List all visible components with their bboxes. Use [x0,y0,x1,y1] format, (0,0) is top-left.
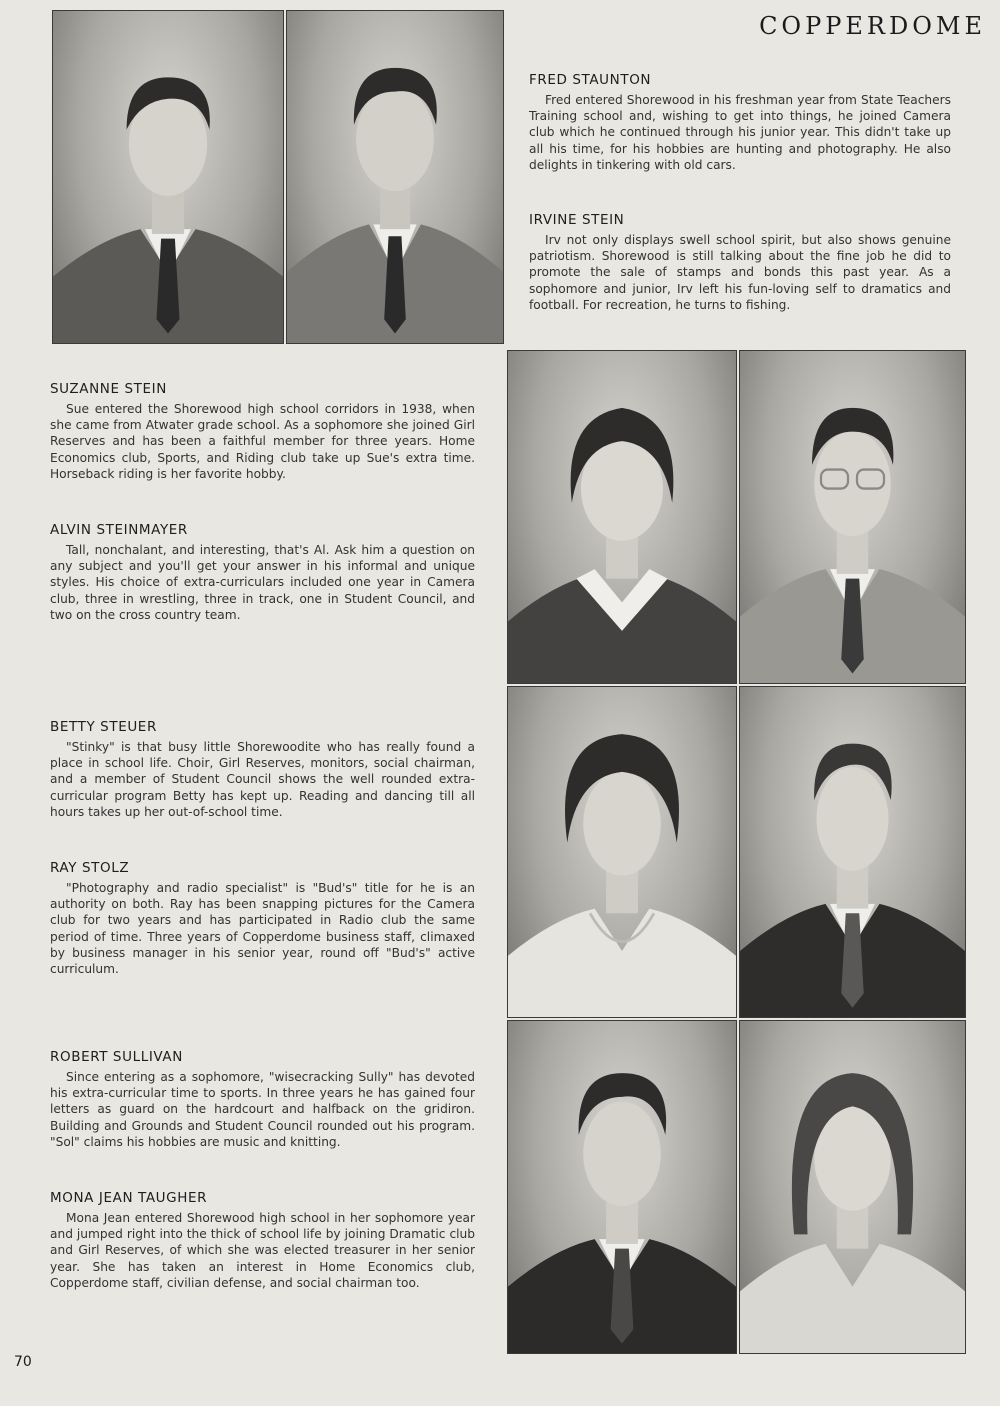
student-bio: Fred entered Shorewood in his freshman year from State Teachers Training school and, wishing to get into things, he joined Camera club which he continued through his junior year. This didn't take up all his time, for his hobbies are hunting and photography. He also delights in tinkering with old cars. [529,93,951,172]
student-name: FRED STAUNTON [529,72,652,88]
portrait-silhouette-icon [508,687,736,1017]
student-bio: "Stinky" is that busy little Shorewoodite who has really found a place in school life. Choir, Girl Reserves, monitors, social chairman, and a member of Student Council shows the well rounded extra-curricular program Betty has kept up. Reading and dancing till all hours takes up her out-of-school time. [50,740,475,819]
student-bio: Mona Jean entered Shorewood high school in her sophomore year and jumped right into the thick of school life by joining Dramatic club and Girl Reserves, of which she was elected treasurer in her senior year. She has taken an interest in Home Economics club, Copperdome staff, civilian defense, and social chairman too. [50,1211,475,1290]
portrait-photo-fred-staunton [52,10,284,344]
portrait-photo-mona-jean-taugher [739,1020,966,1354]
portrait-silhouette-icon [508,1021,736,1353]
portrait-silhouette-icon [740,1021,965,1353]
student-name: RAY STOLZ [50,860,130,876]
portrait-silhouette-icon [740,687,965,1017]
portrait-photo-suzanne-stein [507,350,737,684]
student-bio: "Photography and radio specialist" is "Bud's" title for he is an authority on both. Ray has been snapping pictures for the Camera club for two years and has participated in Radio club the same period of time. Three years of Copperdome business staff, climaxed by business manager in his senior year, round off "Bud's" active curriculum. [50,881,475,977]
portrait-silhouette-icon [53,11,283,343]
bio-betty-steuer [50,719,475,820]
student-bio: Sue entered the Shorewood high school corridors in 1938, when she came from Atwater grade school. As a sophomore she joined Girl Reserves and has been a faithful member for three years. Home Economics club, Sports, and Riding club take up Sue's extra time. Horseback riding is her favorite hobby. [50,402,475,481]
bio-suzanne-stein [50,381,475,482]
bio-alvin-steinmayer [50,522,475,623]
bio-mona-jean-taugher [50,1190,475,1291]
bio-irvine-stein [529,212,951,313]
student-name: BETTY STEUER [50,719,157,735]
bio-robert-sullivan [50,1049,475,1150]
portrait-photo-robert-sullivan [507,1020,737,1354]
student-name: SUZANNE STEIN [50,381,167,397]
portrait-photo-ray-stolz [739,686,966,1018]
portrait-photo-betty-steuer [507,686,737,1018]
portrait-silhouette-icon [508,351,736,683]
student-bio: Since entering as a sophomore, "wisecracking Sully" has devoted his extra-curricular time to sports. In three years he has gained four letters as guard on the hardcourt and halfback on the gridiron. Building and Grounds and Student Council rounded out his program. "Sol" claims his hobbies are music and knitting. [50,1070,475,1149]
portrait-silhouette-icon [740,351,965,683]
portrait-silhouette-icon [287,11,503,343]
yearbook-title: COPPERDOME [759,12,986,40]
student-name: ROBERT SULLIVAN [50,1049,183,1065]
portrait-photo-irvine-stein [286,10,504,344]
bio-ray-stolz [50,860,475,977]
bio-fred-staunton [529,72,951,173]
student-name: MONA JEAN TAUGHER [50,1190,208,1206]
student-bio: Tall, nonchalant, and interesting, that's Al. Ask him a question on any subject and you'll get your answer in his informal and unique styles. His choice of extra-curriculars included one year in Camera club, three in wrestling, three in track, one in Student Council, and two on the cross country team. [50,543,475,622]
student-bio: Irv not only displays swell school spirit, but also shows genuine patriotism. Shorewood is still talking about the fine job he did to promote the sale of stamps and bonds this past year. As a sophomore and junior, Irv left his fun-loving self to dramatics and football. For recreation, he turns to fishing. [529,233,951,312]
portrait-photo-alvin-steinmayer [739,350,966,684]
student-name: ALVIN STEINMAYER [50,522,188,538]
student-name: IRVINE STEIN [529,212,625,228]
page-number: 70 [14,1354,32,1370]
